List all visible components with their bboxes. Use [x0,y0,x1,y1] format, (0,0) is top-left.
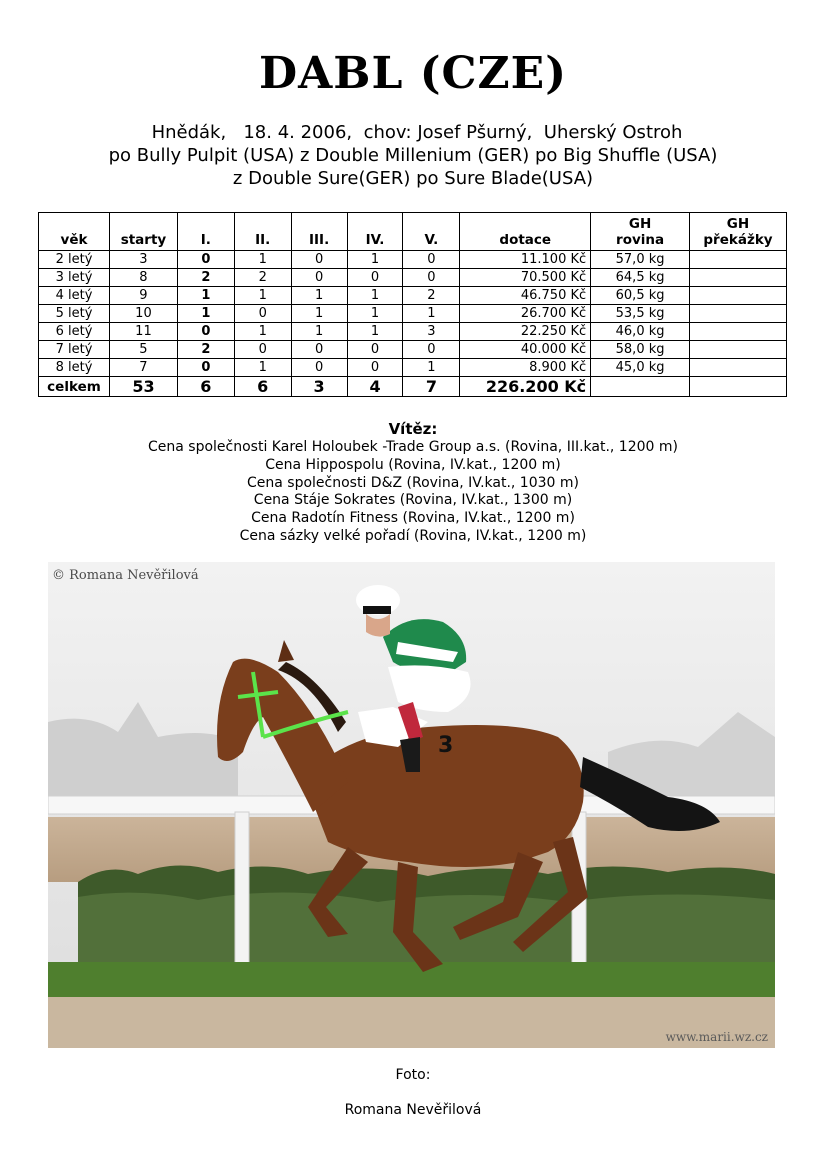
total-cell-fifth: 7 [403,377,460,397]
table-row [39,269,787,287]
cell-fifth: 3 [403,323,460,341]
cell-second: 1 [234,287,291,305]
horse-name-title: DABL (CZE) [258,48,568,99]
photo-author: Romana Nevěřilová [344,1102,482,1118]
horse-info-line: Hnědák, 18. 4. 2006, chov: Josef Pšurný, Uherský Ostroh [151,122,683,143]
cell-fourth: 1 [347,305,403,323]
table-header-row [39,213,787,251]
cell-starts: 10 [109,305,177,323]
cell-gh-flat: 46,0 kg [591,323,690,341]
cell-age: 5 letý [39,305,110,323]
cell-earnings: 26.700 Kč [460,305,591,323]
total-cell-gh-jumps [690,377,787,397]
table-row [39,251,787,269]
list-item: Cena Radotín Fitness (Rovina, IV.kat., 1200 m) [251,510,575,527]
total-cell-earnings: 226.200 Kč [460,377,591,397]
list-item: Cena sázky velké pořadí (Rovina, IV.kat., 1200 m) [239,527,587,544]
saddle-cloth-number: 3 [438,733,454,758]
cell-gh-flat: 64,5 kg [591,269,690,287]
cell-fifth: 1 [403,305,460,323]
cell-age: 7 letý [39,341,110,359]
cell-gh-flat: 58,0 kg [591,341,690,359]
cell-second: 1 [234,251,291,269]
cell-third: 1 [291,323,347,341]
col-header-second: II. [234,213,291,251]
total-cell-first: 6 [177,377,234,397]
col-header-gh-flat: GH rovina [591,213,690,251]
cell-fifth: 0 [403,269,460,287]
col-header-gh-jumps: GH překážky [690,213,787,251]
table-row [39,305,787,323]
winner-heading: Vítěz: [388,420,438,438]
cell-fourth: 0 [347,269,403,287]
cell-fourth: 0 [347,341,403,359]
photo-label: Foto: [395,1067,431,1083]
cell-first: 1 [177,287,234,305]
cell-gh-jumps [690,269,787,287]
cell-first: 2 [177,341,234,359]
cell-starts: 3 [109,251,177,269]
photo-watermark: © Romana Nevěřilová [52,568,199,583]
cell-gh-flat: 60,5 kg [591,287,690,305]
cell-starts: 5 [109,341,177,359]
cell-second: 1 [234,323,291,341]
cell-starts: 9 [109,287,177,305]
cell-third: 1 [291,305,347,323]
table-row [39,287,787,305]
cell-earnings: 8.900 Kč [460,359,591,377]
cell-gh-jumps [690,323,787,341]
cell-fifth: 0 [403,251,460,269]
cell-second: 0 [234,341,291,359]
cell-starts: 7 [109,359,177,377]
cell-gh-flat: 45,0 kg [591,359,690,377]
cell-third: 0 [291,269,347,287]
total-cell-starts: 53 [109,377,177,397]
col-header-age: věk [39,213,110,251]
table-total-row [39,377,787,397]
cell-earnings: 40.000 Kč [460,341,591,359]
cell-fourth: 1 [347,323,403,341]
cell-third: 0 [291,359,347,377]
cell-fifth: 1 [403,359,460,377]
col-header-fourth: IV. [347,213,403,251]
cell-gh-flat: 57,0 kg [591,251,690,269]
col-header-earnings: dotace [460,213,591,251]
cell-age: 8 letý [39,359,110,377]
list-item: Cena společnosti D&Z (Rovina, IV.kat., 1030 m) [246,474,579,491]
cell-earnings: 70.500 Kč [460,269,591,287]
cell-gh-jumps [690,341,787,359]
cell-fifth: 0 [403,341,460,359]
cell-gh-jumps [690,251,787,269]
col-header-fifth: V. [403,213,460,251]
cell-earnings: 11.100 Kč [460,251,591,269]
total-cell-age: celkem [39,377,110,397]
cell-first: 0 [177,323,234,341]
cell-starts: 11 [109,323,177,341]
race-statistics-table [38,212,787,397]
cell-age: 4 letý [39,287,110,305]
cell-third: 0 [291,251,347,269]
cell-fourth: 0 [347,359,403,377]
cell-third: 1 [291,287,347,305]
cell-age: 3 letý [39,269,110,287]
cell-third: 0 [291,341,347,359]
total-cell-gh-flat [591,377,690,397]
list-item: Cena společnosti Karel Holoubek -Trade Group a.s. (Rovina, III.kat., 1200 m) [148,439,678,455]
total-cell-second: 6 [234,377,291,397]
cell-first: 2 [177,269,234,287]
cell-first: 1 [177,305,234,323]
winner-race-list [0,439,826,546]
total-cell-fourth: 4 [347,377,403,397]
table-row [39,323,787,341]
cell-starts: 8 [109,269,177,287]
cell-gh-jumps [690,305,787,323]
cell-second: 1 [234,359,291,377]
cell-gh-flat: 53,5 kg [591,305,690,323]
col-header-starts: starty [109,213,177,251]
cell-gh-jumps [690,287,787,305]
cell-fifth: 2 [403,287,460,305]
cell-fourth: 1 [347,287,403,305]
col-header-first: I. [177,213,234,251]
table-row [39,359,787,377]
cell-earnings: 22.250 Kč [460,323,591,341]
cell-earnings: 46.750 Kč [460,287,591,305]
cell-gh-jumps [690,359,787,377]
cell-first: 0 [177,251,234,269]
pedigree-sire-line: po Bully Pulpit (USA) z Double Millenium (GER) po Big Shuffle (USA) [108,145,718,166]
table-row [39,341,787,359]
cell-age: 2 letý [39,251,110,269]
cell-fourth: 1 [347,251,403,269]
cell-first: 0 [177,359,234,377]
race-photo [48,562,775,1048]
col-header-third: III. [291,213,347,251]
list-item: Cena Stáje Sokrates (Rovina, IV.kat., 1300 m) [253,492,573,509]
cell-second: 2 [234,269,291,287]
list-item: Cena Hippospolu (Rovina, IV.kat., 1200 m) [265,456,561,473]
total-cell-third: 3 [291,377,347,397]
photo-site-watermark: www.marii.wz.cz [665,1030,768,1044]
pedigree-dam-line: z Double Sure(GER) po Sure Blade(USA) [232,168,594,189]
cell-age: 6 letý [39,323,110,341]
cell-second: 0 [234,305,291,323]
